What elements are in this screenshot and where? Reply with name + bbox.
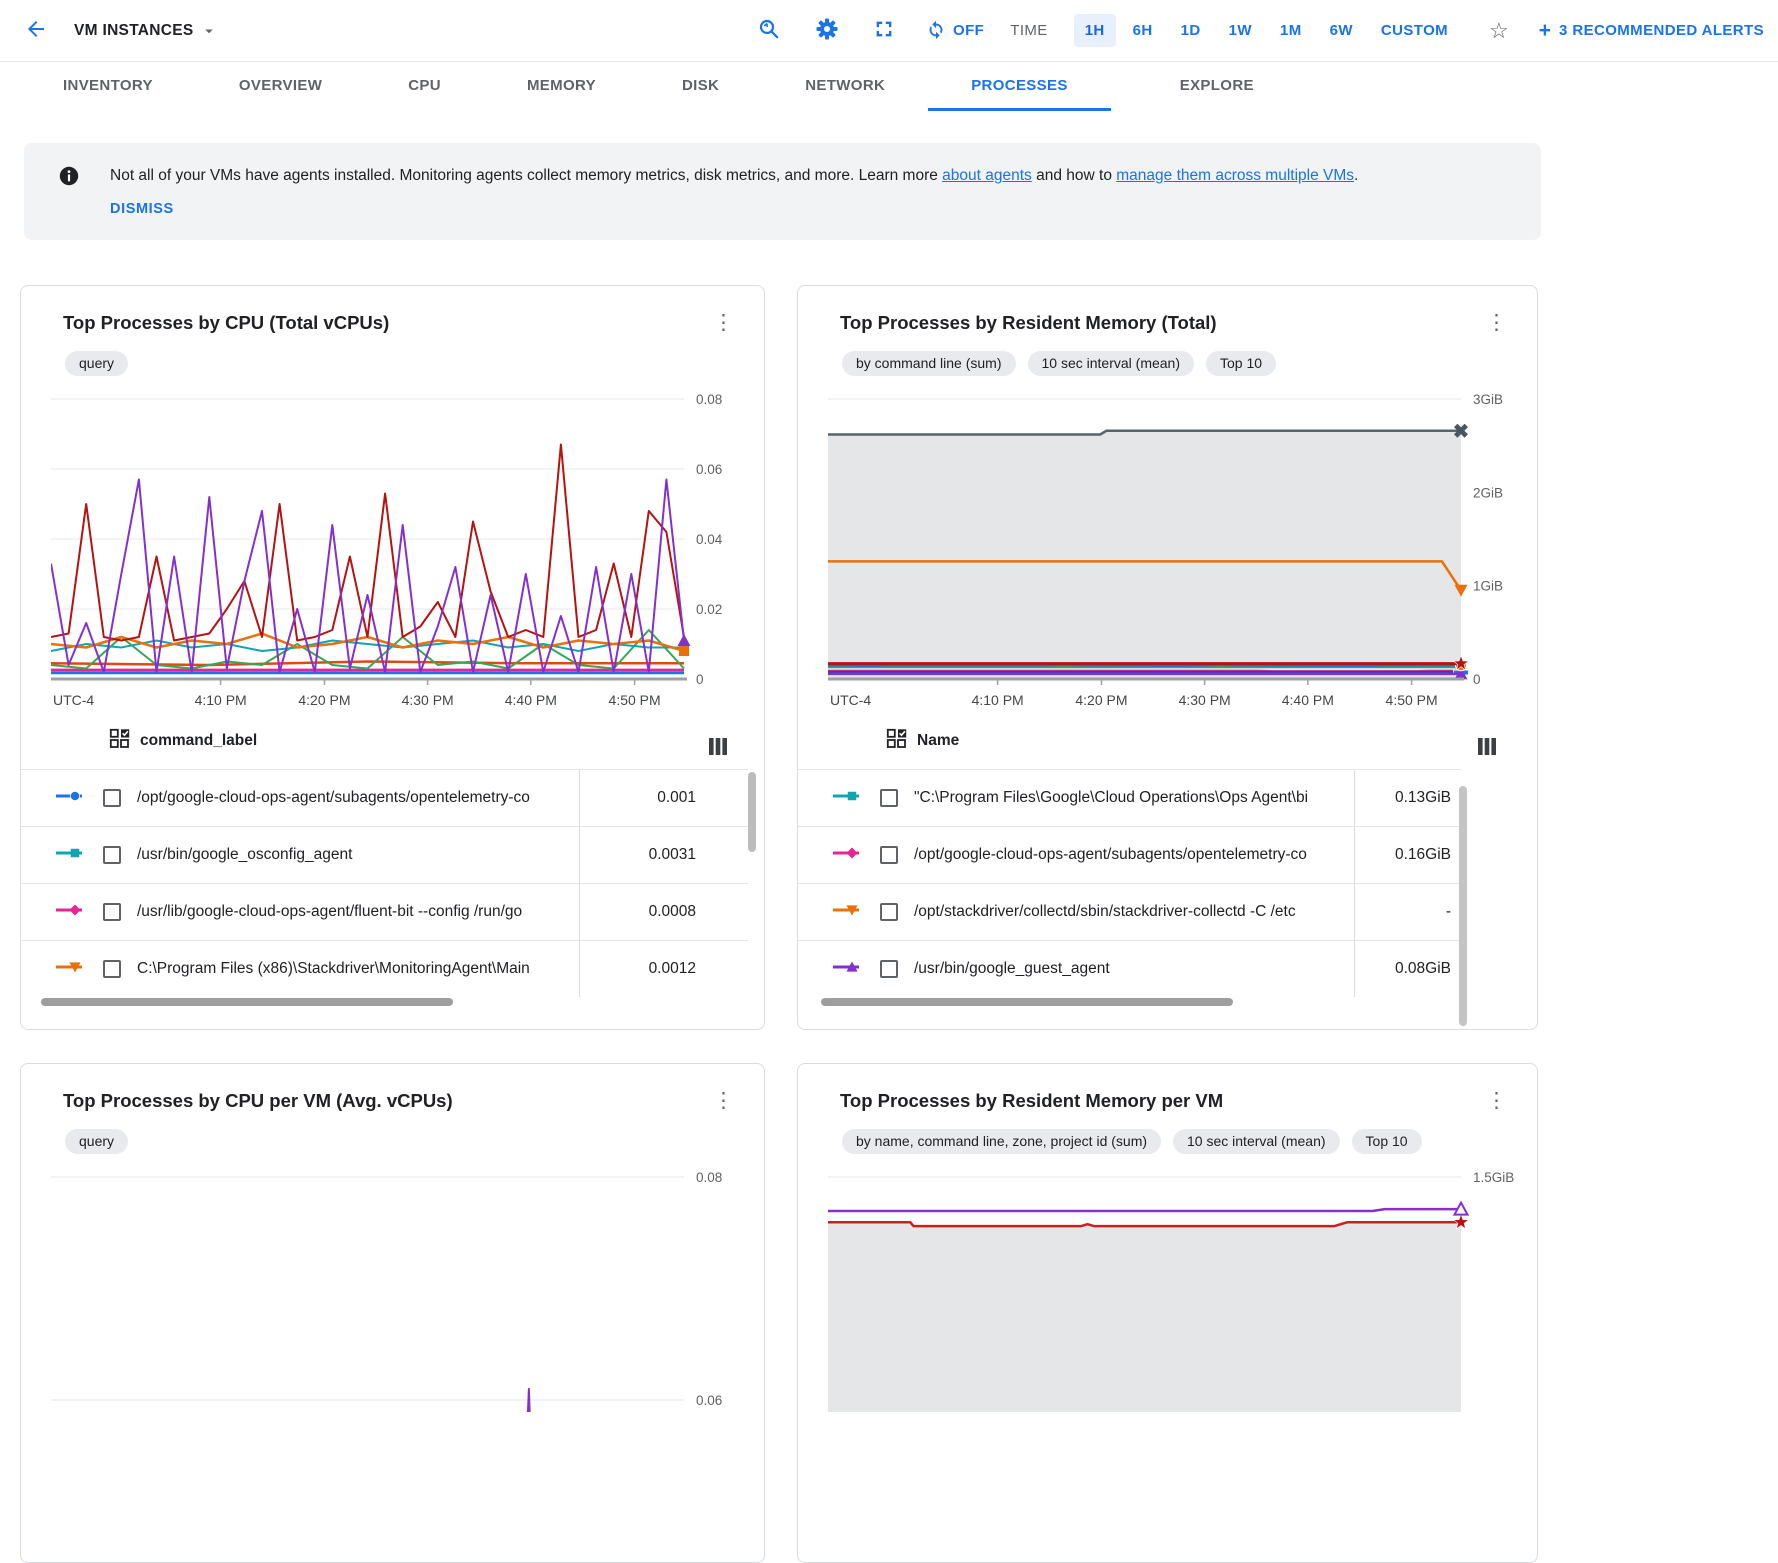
- auto-refresh-toggle[interactable]: [925, 18, 984, 43]
- svg-text:0.04: 0.04: [696, 532, 723, 547]
- tab-memory[interactable]: MEMORY: [526, 76, 596, 94]
- tab-explore[interactable]: EXPLORE: [1179, 76, 1254, 94]
- filter-chip[interactable]: by command line (sum): [842, 351, 1016, 376]
- svg-text:3GiB: 3GiB: [1473, 392, 1504, 407]
- svg-text:4:40 PM: 4:40 PM: [1281, 692, 1334, 708]
- series-marker-icon: [832, 959, 866, 980]
- svg-text:UTC-4: UTC-4: [830, 692, 872, 708]
- svg-text:4:20 PM: 4:20 PM: [298, 692, 351, 708]
- tab-inventory[interactable]: INVENTORY: [63, 76, 153, 94]
- horizontal-scrollbar[interactable]: [821, 998, 1233, 1006]
- row-label: /usr/lib/google-cloud-ops-agent/fluent-bit --config /run/go: [137, 903, 523, 920]
- card-memory-total: [797, 285, 1538, 1030]
- time-label: TIME: [1010, 22, 1048, 39]
- fullscreen-button[interactable]: [869, 14, 899, 47]
- svg-text:0.08: 0.08: [696, 1170, 723, 1185]
- time-range-1m[interactable]: 1M: [1269, 14, 1313, 47]
- time-range-6h[interactable]: 6H: [1122, 14, 1164, 47]
- chip-row: [842, 1129, 1537, 1154]
- table-row[interactable]: [798, 883, 1461, 940]
- chip-row: [65, 1129, 764, 1154]
- gear-icon: [815, 17, 839, 44]
- time-range-1w[interactable]: 1W: [1218, 14, 1263, 47]
- dashboard-title-menu[interactable]: [74, 22, 218, 40]
- about-agents-link[interactable]: about agents: [942, 167, 1032, 184]
- svg-text:4:30 PM: 4:30 PM: [401, 692, 454, 708]
- row-value: 0.16GiB: [1354, 827, 1461, 883]
- row-value: 0.0008: [579, 884, 748, 940]
- app-header: [0, 0, 1778, 62]
- vertical-scrollbar[interactable]: [748, 772, 756, 852]
- svg-text:0.08: 0.08: [696, 392, 723, 407]
- svg-text:0: 0: [1473, 672, 1481, 687]
- svg-text:4:40 PM: 4:40 PM: [504, 692, 557, 708]
- card-menu-button[interactable]: ⋮: [1480, 1090, 1513, 1111]
- row-label: /opt/stackdriver/collectd/sbin/stackdriver-collectd -C /etc: [914, 903, 1296, 920]
- row-checkbox[interactable]: [880, 846, 898, 864]
- back-arrow-icon: [24, 17, 48, 44]
- time-range-1d[interactable]: 1D: [1170, 14, 1212, 47]
- row-label: /usr/bin/google_guest_agent: [914, 960, 1110, 977]
- grid-check-icon[interactable]: [886, 728, 907, 754]
- tab-disk[interactable]: DISK: [682, 76, 720, 94]
- agents-info-banner: [24, 143, 1541, 240]
- alerts-label: 3 RECOMMENDED ALERTS: [1559, 22, 1764, 39]
- svg-text:0.06: 0.06: [696, 462, 723, 477]
- horizontal-scrollbar[interactable]: [41, 998, 453, 1006]
- filter-chip[interactable]: by name, command line, zone, project id (sum): [842, 1129, 1161, 1154]
- svg-text:4:30 PM: 4:30 PM: [1178, 692, 1231, 708]
- series-marker-icon: [832, 902, 866, 923]
- card-cpu-total: [20, 285, 765, 1030]
- plus-icon: +: [1538, 19, 1552, 42]
- columns-icon[interactable]: [708, 738, 728, 760]
- filter-chip[interactable]: query: [65, 1129, 128, 1154]
- table-row[interactable]: [21, 883, 748, 940]
- row-checkbox[interactable]: [103, 903, 121, 921]
- filter-chip[interactable]: query: [65, 351, 128, 376]
- table-row[interactable]: [21, 769, 748, 826]
- svg-text:UTC-4: UTC-4: [53, 692, 95, 708]
- svg-text:4:50 PM: 4:50 PM: [1385, 692, 1438, 708]
- manage-vms-link[interactable]: manage them across multiple VMs: [1116, 167, 1355, 184]
- memory-total-chart[interactable]: [828, 389, 1528, 711]
- row-checkbox[interactable]: [103, 789, 121, 807]
- banner-text: Not all of your VMs have agents installed. Monitoring agents collect memory metrics, disk metrics, and more. Learn more about agents and how to manage them across multiple VMs.: [110, 167, 1359, 184]
- refresh-state-label: OFF: [953, 22, 985, 39]
- row-value: 0.0012: [579, 941, 748, 997]
- card-title: Top Processes by Resident Memory per VM: [840, 1090, 1224, 1111]
- dismiss-button[interactable]: DISMISS: [110, 201, 174, 217]
- search-dashboard-button[interactable]: [753, 13, 785, 48]
- row-value: 0.0031: [579, 827, 748, 883]
- vertical-scrollbar[interactable]: [1459, 786, 1467, 1026]
- series-marker-icon: [55, 845, 89, 866]
- series-marker-icon: [832, 845, 866, 866]
- card-menu-button[interactable]: ⋮: [707, 312, 740, 333]
- svg-text:4:10 PM: 4:10 PM: [971, 692, 1024, 708]
- page-title: VM INSTANCES: [74, 21, 194, 39]
- tab-network[interactable]: NETWORK: [805, 76, 886, 94]
- fullscreen-icon: [873, 18, 895, 43]
- columns-icon[interactable]: [1477, 738, 1497, 760]
- settings-button[interactable]: [811, 13, 843, 48]
- svg-text:0.06: 0.06: [696, 1393, 723, 1408]
- svg-text:0: 0: [696, 672, 704, 687]
- table-row[interactable]: [798, 769, 1461, 826]
- series-marker-icon: [55, 959, 89, 980]
- svg-text:4:10 PM: 4:10 PM: [194, 692, 247, 708]
- tab-bar: [0, 62, 1778, 111]
- cpu-total-chart[interactable]: [51, 389, 751, 711]
- series-marker-icon: [832, 788, 866, 809]
- time-range-1h[interactable]: 1H: [1074, 14, 1116, 47]
- time-range-custom[interactable]: CUSTOM: [1370, 14, 1459, 47]
- chip-row: [842, 351, 1537, 376]
- svg-text:2GiB: 2GiB: [1473, 485, 1504, 501]
- row-value: -: [1354, 884, 1461, 940]
- legend-table: [21, 713, 748, 997]
- card-title: Top Processes by CPU (Total vCPUs): [63, 312, 390, 333]
- row-label: /opt/google-cloud-ops-agent/subagents/opentelemetry-co: [914, 846, 1307, 863]
- chevron-down-icon: [200, 22, 218, 40]
- recommended-alerts-button[interactable]: [1539, 20, 1764, 41]
- legend-table-header: [21, 713, 748, 769]
- series-marker-icon: [55, 902, 89, 923]
- tab-cpu[interactable]: CPU: [408, 76, 441, 94]
- row-checkbox[interactable]: [103, 846, 121, 864]
- row-checkbox[interactable]: [103, 960, 121, 978]
- memory-per-vm-chart[interactable]: [828, 1167, 1528, 1412]
- filter-chip[interactable]: Top 10: [1206, 351, 1276, 376]
- legend-column-title: Name: [917, 732, 960, 749]
- chip-row: [65, 351, 764, 376]
- filter-chip[interactable]: 10 sec interval (mean): [1173, 1129, 1340, 1154]
- legend-table: [798, 713, 1461, 997]
- cpu-per-vm-chart[interactable]: [51, 1167, 751, 1412]
- svg-text:4:50 PM: 4:50 PM: [608, 692, 661, 708]
- table-row[interactable]: [798, 940, 1461, 997]
- card-title: Top Processes by CPU per VM (Avg. vCPUs): [63, 1090, 453, 1111]
- row-value: 0.08GiB: [1354, 941, 1461, 997]
- row-label: /opt/google-cloud-ops-agent/subagents/opentelemetry-co: [137, 789, 530, 806]
- time-range-group: [1074, 14, 1459, 47]
- svg-text:0.02: 0.02: [696, 602, 723, 617]
- row-label: /usr/bin/google_osconfig_agent: [137, 846, 353, 863]
- time-range-6w[interactable]: 6W: [1319, 14, 1364, 47]
- table-row[interactable]: [798, 826, 1461, 883]
- card-cpu-per-vm: [20, 1063, 765, 1563]
- card-menu-button[interactable]: ⋮: [1480, 312, 1513, 333]
- svg-text:4:20 PM: 4:20 PM: [1075, 692, 1128, 708]
- search-icon: [757, 17, 781, 44]
- svg-text:1.5GiB: 1.5GiB: [1473, 1170, 1515, 1185]
- series-marker-icon: [55, 788, 89, 809]
- row-value: 0.13GiB: [1354, 770, 1461, 826]
- card-memory-per-vm: [797, 1063, 1538, 1563]
- favorite-star-icon[interactable]: ☆: [1485, 16, 1513, 46]
- row-checkbox[interactable]: [880, 960, 898, 978]
- tab-processes[interactable]: PROCESSES: [928, 62, 1111, 111]
- legend-column-title: command_label: [140, 732, 258, 749]
- row-label: C:\Program Files (x86)\Stackdriver\MonitoringAgent\Main: [137, 960, 530, 977]
- tab-overview[interactable]: OVERVIEW: [238, 76, 323, 94]
- legend-table-header: [798, 713, 1461, 769]
- row-checkbox[interactable]: [880, 903, 898, 921]
- back-button[interactable]: [16, 11, 56, 51]
- table-row[interactable]: [21, 826, 748, 883]
- info-icon: [58, 165, 80, 192]
- card-menu-button[interactable]: ⋮: [707, 1090, 740, 1111]
- row-checkbox[interactable]: [880, 789, 898, 807]
- grid-check-icon[interactable]: [109, 728, 130, 754]
- refresh-icon: [925, 18, 947, 43]
- card-title: Top Processes by Resident Memory (Total): [840, 312, 1217, 333]
- svg-text:1GiB: 1GiB: [1473, 578, 1504, 594]
- table-row[interactable]: [21, 940, 748, 997]
- row-value: 0.001: [579, 770, 748, 826]
- row-label: "C:\Program Files\Google\Cloud Operations\Ops Agent\bi: [914, 789, 1309, 806]
- filter-chip[interactable]: 10 sec interval (mean): [1028, 351, 1195, 376]
- filter-chip[interactable]: Top 10: [1352, 1129, 1422, 1154]
